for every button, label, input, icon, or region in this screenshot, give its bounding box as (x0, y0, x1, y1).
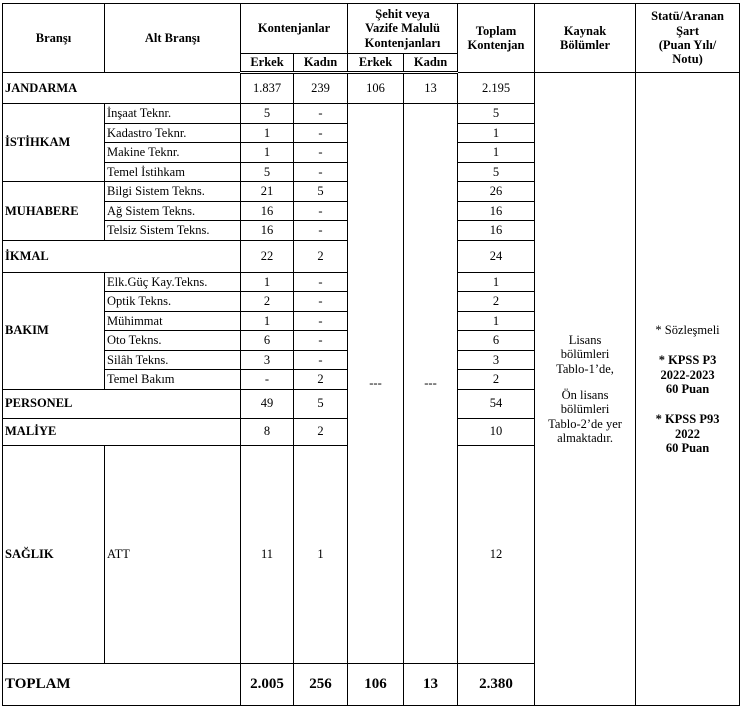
branch-saglik: SAĞLIK (3, 445, 105, 664)
header-sehit-line2: Vazife Malulü (365, 21, 440, 36)
header-toplam-line1: Toplam (475, 23, 517, 38)
alt-brans: Silâh Tekns. (105, 350, 241, 370)
personel-kadin: 5 (294, 389, 348, 418)
header-statu-line1: Statü/Aranan (651, 9, 724, 24)
sehit-kadin-merged: --- (404, 104, 458, 664)
header-alt-brans: Alt Branşı (105, 4, 241, 73)
header-kaynak (535, 4, 636, 73)
kadin-value: 5 (294, 182, 348, 202)
header-sehit-erkek: Erkek (348, 54, 404, 73)
branch-ikmal: İKMAL (3, 240, 241, 272)
branch-istihkam: İSTİHKAM (3, 104, 105, 182)
toplam-toplam: 2.380 (458, 664, 535, 706)
statu1-kpss1-puan: 60 Puan (665, 381, 710, 396)
erkek-value: 6 (241, 331, 294, 351)
kadin-value: - (294, 143, 348, 163)
header-sehit-line3: Kontenjanları (364, 35, 441, 50)
toplam-value: 1 (458, 311, 535, 331)
header-kontenjanlar: Kontenjanlar (241, 4, 348, 54)
toplam-sehit-erkek: 106 (348, 664, 404, 706)
header-kadin: Kadın (294, 54, 348, 73)
statu1-kpss2-puan: 60 Puan (665, 441, 710, 455)
sehit-erkek-merged: --- (348, 104, 404, 664)
header-sehit-kadin: Kadın (404, 54, 458, 73)
statu1-kpss1-year: 2022-2023 (660, 367, 715, 382)
kaynak-line4: Ön lisans (561, 387, 609, 402)
branch-personel: PERSONEL (3, 389, 241, 418)
toplam-value: 1 (458, 143, 535, 163)
kaynak-bolumler (535, 73, 636, 706)
kaynak-line2: bölümleri (560, 347, 610, 362)
alt-brans: Optik Tekns. (105, 292, 241, 312)
toplam-value: 2 (458, 292, 535, 312)
erkek-value: 1 (241, 311, 294, 331)
kaynak-line7: almaktadır. (557, 431, 613, 445)
alt-brans: Temel Bakım (105, 370, 241, 390)
header-toplam (458, 4, 535, 73)
header-sehit-line1: Şehit veya (375, 6, 430, 21)
toplam-sehit-kadin: 13 (404, 664, 458, 706)
statu1-kpss1: * KPSS P3 (658, 353, 717, 368)
toplam-value: 3 (458, 350, 535, 370)
alt-brans: Ağ Sistem Tekns. (105, 201, 241, 221)
toplam-value: 6 (458, 331, 535, 351)
alt-brans: Telsiz Sistem Tekns. (105, 221, 241, 241)
header-statu-line2: Şart (676, 23, 699, 38)
kaynak-line3: Tablo-1’de, (556, 361, 614, 376)
header-statu-line4: Notu) (672, 52, 703, 67)
erkek-value: 21 (241, 182, 294, 202)
erkek-value: 3 (241, 350, 294, 370)
statu1-type: * Sözleşmeli (655, 322, 720, 337)
alt-brans: İnşaat Teknr. (105, 104, 241, 124)
ikmal-toplam: 24 (458, 240, 535, 272)
statu-sozlesmeli (636, 73, 740, 706)
erkek-value: - (241, 370, 294, 390)
branch-bakim: BAKIM (3, 272, 105, 389)
kadin-value: 2 (294, 370, 348, 390)
kaynak-line5: bölümleri (560, 402, 610, 417)
jandarma-sehit-erkek: 106 (348, 73, 404, 104)
toplam-erkek: 2.005 (241, 664, 294, 706)
erkek-value: 5 (241, 104, 294, 124)
alt-brans: Kadastro Teknr. (105, 123, 241, 143)
kadin-value: - (294, 292, 348, 312)
erkek-value: 1 (241, 123, 294, 143)
erkek-value: 5 (241, 162, 294, 182)
alt-brans: Temel İstihkam (105, 162, 241, 182)
header-sehit (348, 4, 458, 54)
toplam-kadin: 256 (294, 664, 348, 706)
branch-maliye: MALİYE (3, 418, 241, 445)
saglik-toplam: 12 (458, 445, 535, 664)
erkek-value: 1 (241, 272, 294, 292)
toplam-value: 5 (458, 162, 535, 182)
alt-brans: Elk.Güç Kay.Tekns. (105, 272, 241, 292)
statu1-kpss2-year: 2022 (675, 426, 701, 441)
header-statu (636, 4, 740, 73)
saglik-alt: ATT (105, 445, 241, 664)
toplam-value: 16 (458, 201, 535, 221)
maliye-toplam: 10 (458, 418, 535, 445)
erkek-value: 16 (241, 221, 294, 241)
erkek-value: 1 (241, 143, 294, 163)
kaynak-line6: Tablo-2’de yer (548, 416, 622, 431)
maliye-kadin: 2 (294, 418, 348, 445)
kaynak-line1: Lisans (568, 332, 602, 347)
toplam-value: 26 (458, 182, 535, 202)
ikmal-erkek: 22 (241, 240, 294, 272)
toplam-value: 5 (458, 104, 535, 124)
header-brans: Branşı (3, 4, 105, 73)
saglik-erkek: 11 (241, 445, 294, 664)
jandarma-erkek: 1.837 (241, 73, 294, 104)
header-erkek: Erkek (241, 54, 294, 73)
toplam-value: 1 (458, 272, 535, 292)
toplam-value: 1 (458, 123, 535, 143)
personel-erkek: 49 (241, 389, 294, 418)
personel-toplam: 54 (458, 389, 535, 418)
maliye-erkek: 8 (241, 418, 294, 445)
kadin-value: - (294, 123, 348, 143)
kadin-value: - (294, 162, 348, 182)
jandarma-toplam: 2.195 (458, 73, 535, 104)
kadin-value: - (294, 201, 348, 221)
erkek-value: 16 (241, 201, 294, 221)
alt-brans: Oto Tekns. (105, 331, 241, 351)
branch-jandarma: JANDARMA (3, 73, 241, 104)
statu1-kpss2: * KPSS P93 (655, 412, 720, 427)
toplam-value: 16 (458, 221, 535, 241)
toplam-value: 2 (458, 370, 535, 390)
erkek-value: 2 (241, 292, 294, 312)
kadin-value: - (294, 331, 348, 351)
alt-brans: Makine Teknr. (105, 143, 241, 163)
kadin-value: - (294, 350, 348, 370)
kadin-value: - (294, 221, 348, 241)
jandarma-sehit-kadin: 13 (404, 73, 458, 104)
kadin-value: - (294, 311, 348, 331)
branch-toplam: TOPLAM (3, 664, 241, 706)
ikmal-kadin: 2 (294, 240, 348, 272)
alt-brans: Bilgi Sistem Tekns. (105, 182, 241, 202)
jandarma-kadin: 239 (294, 73, 348, 104)
header-statu-line3: (Puan Yılı/ (658, 38, 717, 52)
header-kaynak-line1: Kaynak (563, 23, 607, 38)
table-row-jandarma (3, 73, 740, 104)
header-kaynak-line2: Bölümler (560, 38, 611, 52)
kadin-value: - (294, 104, 348, 124)
branch-muhabere: MUHABERE (3, 182, 105, 241)
alt-brans: Mühimmat (105, 311, 241, 331)
kadin-value: - (294, 272, 348, 292)
saglik-kadin: 1 (294, 445, 348, 664)
quota-table (2, 3, 740, 706)
header-toplam-line2: Kontenjan (467, 38, 525, 52)
